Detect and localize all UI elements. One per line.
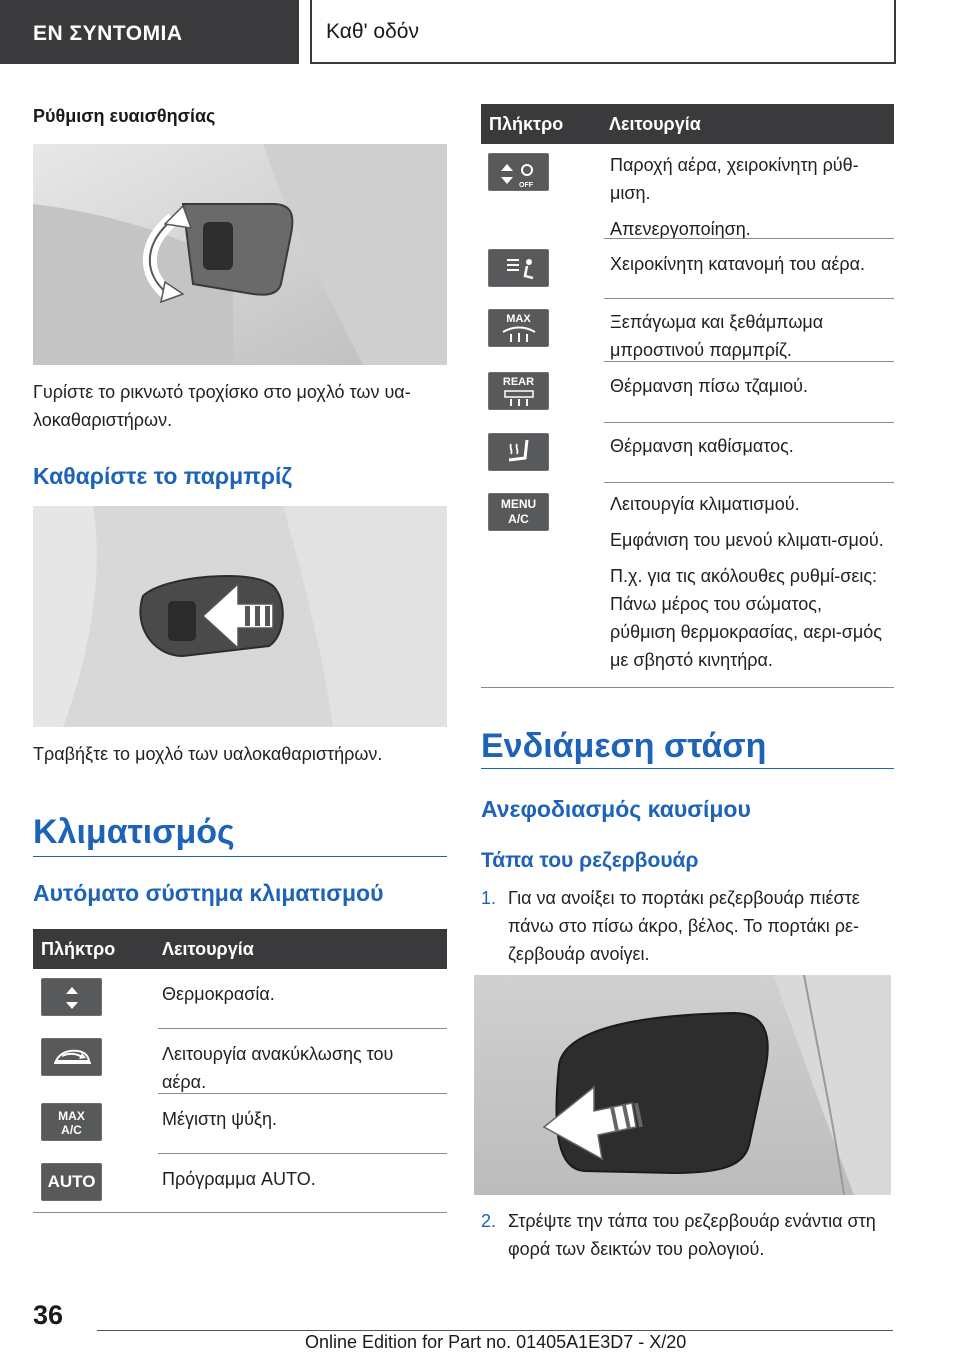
header-chapter-label: Καθ' οδόν bbox=[326, 20, 419, 43]
right-col-function: Λειτουργία bbox=[609, 114, 701, 134]
max-ac-icon bbox=[41, 1103, 102, 1141]
rear-defrost-icon bbox=[488, 372, 549, 410]
auto-program-icon bbox=[41, 1163, 102, 1201]
right-row-3-text: Ξεπάγωμα και ξεθάμπωμα μπροστινού παρμπρίζ. bbox=[610, 312, 824, 360]
right-table-header bbox=[481, 104, 894, 144]
right-row-divider bbox=[604, 361, 894, 362]
right-row-divider bbox=[604, 482, 894, 483]
max-defrost-icon bbox=[488, 309, 549, 347]
left-row-2-text: Λειτουργία ανακύκλωσης του αέρα. bbox=[162, 1044, 394, 1092]
air-recirculation-icon bbox=[41, 1038, 102, 1076]
temperature-arrows-icon bbox=[41, 978, 102, 1016]
right-row-1-line-2: Απενεργοποίηση. bbox=[610, 219, 751, 239]
left-row-1-text: Θερμοκρασία. bbox=[162, 984, 275, 1004]
stop-heading-rule bbox=[481, 768, 894, 769]
cap-heading: Τάπα του ρεζερβουάρ bbox=[481, 849, 699, 872]
right-row-1-text bbox=[610, 151, 892, 251]
right-row-4-text: Θέρμανση πίσω τζαμιού. bbox=[610, 376, 808, 396]
windshield-caption: Τραβήξτε το μοχλό των υαλοκαθαριστήρων. bbox=[33, 744, 383, 764]
step-1-number: 1. bbox=[481, 888, 497, 908]
footer-rule bbox=[97, 1330, 893, 1331]
max-ac-key-label: MAX A/C bbox=[58, 1109, 85, 1137]
left-col-function: Λειτουργία bbox=[162, 939, 254, 959]
wiper-lever-photo bbox=[33, 506, 447, 727]
menu-ac-key-label: MENU A/C bbox=[500, 497, 537, 526]
max-key-label: MAX bbox=[506, 313, 531, 325]
left-row-divider bbox=[158, 1028, 447, 1029]
left-row-divider bbox=[158, 1093, 447, 1094]
right-table-bottom-rule bbox=[481, 687, 894, 688]
right-row-divider bbox=[604, 422, 894, 423]
right-row-divider bbox=[604, 238, 894, 239]
footer-edition: Online Edition for Part no. 01405A1E3D7 - X/20 bbox=[305, 1332, 687, 1352]
right-row-6-line-2: Εμφάνιση του μενού κλιματι-σμού. bbox=[610, 530, 884, 550]
climate-heading: Κλιματισμός bbox=[33, 813, 235, 851]
auto-key-label: AUTO bbox=[47, 1172, 96, 1191]
left-table-header bbox=[33, 929, 447, 969]
page-number: 36 bbox=[33, 1300, 64, 1330]
step-1-text: Για να ανοίξει το πορτάκι ρεζερβουάρ πιέστε πάνω στο πίσω άκρο, βέλος. Το πορτάκι ρε-ζερβουάρ ανοίγει. bbox=[508, 888, 860, 964]
left-table-bottom-rule bbox=[33, 1212, 447, 1213]
wiper-wheel-photo bbox=[33, 144, 447, 365]
sensitivity-caption: Γυρίστε το ρικνωτό τροχίσκο στο μοχλό των υα-λοκαθαριστήρων. bbox=[33, 382, 411, 430]
auto-climate-heading: Αυτόματο σύστημα κλιματισμού bbox=[33, 880, 384, 906]
right-row-6-line-3: Π.χ. για τις ακόλουθες ρυθμί-σεις: Πάνω μέρος του σώματος, ρύθμιση θερμοκρασίας, αερι-σμός με σβηστό κινητήρα. bbox=[610, 566, 882, 670]
left-row-4-text: Πρόγραμμα AUTO. bbox=[162, 1169, 316, 1189]
right-row-1-line-1: Παροχή αέρα, χειροκίνητη ρύθ-μιση. bbox=[610, 155, 859, 203]
right-row-2-text: Χειροκίνητη κατανομή του αέρα. bbox=[610, 254, 866, 274]
header-section-tab bbox=[0, 0, 299, 64]
left-col-key: Πλήκτρο bbox=[41, 939, 116, 959]
header-chapter-tab bbox=[310, 0, 896, 64]
right-col-key: Πλήκτρο bbox=[489, 114, 564, 134]
sensitivity-heading: Ρύθμιση ευαισθησίας bbox=[33, 106, 216, 126]
climate-heading-rule bbox=[33, 856, 447, 857]
right-row-5-text: Θέρμανση καθίσματος. bbox=[610, 436, 794, 456]
step-2-text: Στρέψτε την τάπα του ρεζερβουάρ ενάντια στη φορά των δεικτών του ρολογιού. bbox=[508, 1211, 876, 1259]
right-row-divider bbox=[604, 298, 894, 299]
stop-heading: Ενδιάμεση στάση bbox=[481, 727, 767, 765]
fan-off-icon bbox=[488, 153, 549, 191]
fuel-door-photo bbox=[474, 975, 891, 1195]
menu-ac-icon bbox=[488, 493, 549, 531]
right-row-6-line-1: Λειτουργία κλιματισμού. bbox=[610, 494, 800, 514]
refuel-heading: Ανεφοδιασμός καυσίμου bbox=[481, 796, 751, 822]
svg-text:OFF: OFF bbox=[519, 182, 533, 189]
header-section-label: EN ΣΥΝΤΟΜΙΑ bbox=[33, 22, 183, 45]
air-distribution-icon bbox=[488, 249, 549, 287]
step-2-number: 2. bbox=[481, 1211, 497, 1231]
left-row-divider bbox=[158, 1153, 447, 1154]
seat-heating-icon bbox=[488, 433, 549, 471]
right-row-6-text bbox=[610, 490, 892, 682]
windshield-heading: Καθαρίστε το παρμπρίζ bbox=[33, 463, 293, 489]
rear-key-label: REAR bbox=[502, 376, 535, 388]
left-row-3-text: Μέγιστη ψύξη. bbox=[162, 1109, 277, 1129]
